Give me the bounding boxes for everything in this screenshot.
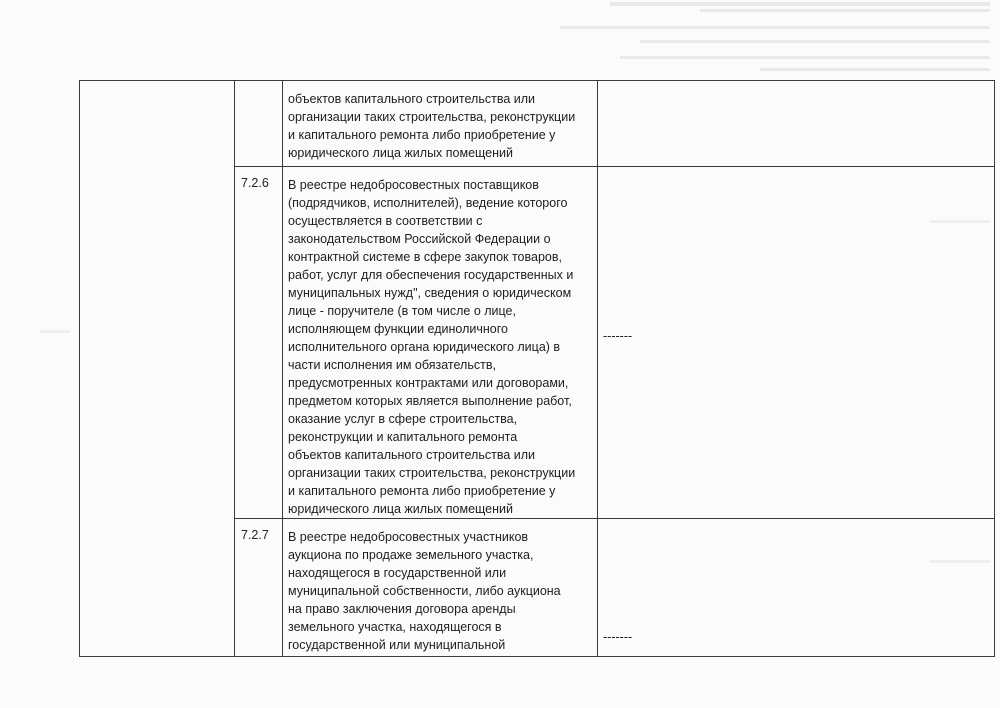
- text-line: находящегося в государственной или: [288, 566, 507, 580]
- text-line: В реестре недобросовестных участников: [288, 530, 529, 544]
- text-line: муниципальных нужд", сведения о юридическом: [288, 286, 572, 300]
- row-value: [598, 519, 995, 657]
- row-text: [283, 81, 598, 167]
- row-number: [235, 81, 283, 167]
- text-line: объектов капитального строительства или: [288, 448, 536, 462]
- text-line: организации таких строительства, реконструкции: [288, 110, 576, 124]
- text-line: части исполнения им обязательств,: [288, 358, 496, 372]
- text-line: лице - поручителе (в том числе о лице,: [288, 304, 516, 318]
- text-line: предметом которых является выполнение работ,: [288, 394, 572, 408]
- row-text: [283, 167, 598, 519]
- row-value: [598, 81, 995, 167]
- text-line: контрактной системе в сфере закупок товаров,: [288, 250, 562, 264]
- text-line: исполнительного органа юридического лица) в: [288, 340, 561, 354]
- value-text: -------: [603, 630, 633, 644]
- text-line: осуществляется в соответствии с: [288, 214, 483, 228]
- text-line: исполняющем функции единоличного: [288, 322, 508, 336]
- row-number: 7.2.7: [235, 519, 283, 657]
- text-line: земельного участка, находящегося в: [288, 620, 502, 634]
- text-line: предусмотренных контрактами или договорами,: [288, 376, 569, 390]
- text-line: работ, услуг для обеспечения государственных и: [288, 268, 574, 282]
- text-line: (подрядчиков, исполнителей), ведение которого: [288, 196, 568, 210]
- text-line: реконструкции и капитального ремонта: [288, 430, 518, 444]
- text-line: законодательством Российской Федерации о: [288, 232, 551, 246]
- text-line: муниципальной собственности, либо аукциона: [288, 584, 561, 598]
- text-line: государственной или муниципальной: [288, 638, 506, 652]
- text-line: юридического лица жилых помещений: [288, 146, 514, 160]
- merged-left-cell: [80, 81, 235, 657]
- text-line: на право заключения договора аренды: [288, 602, 516, 616]
- text-line: оказание услуг в сфере строительства,: [288, 412, 518, 426]
- text-line: аукциона по продаже земельного участка,: [288, 548, 534, 562]
- text-line: и капитального ремонта либо приобретение у: [288, 128, 556, 142]
- text-line: юридического лица жилых помещений: [288, 502, 514, 516]
- text-line: В реестре недобросовестных поставщиков: [288, 178, 539, 192]
- registry-table: [79, 80, 995, 657]
- table-row: [80, 81, 995, 167]
- row-text: [283, 519, 598, 657]
- text-line: организации таких строительства, реконструкции: [288, 466, 576, 480]
- value-text: -------: [603, 329, 633, 343]
- row-value: [598, 167, 995, 519]
- text-line: и капитального ремонта либо приобретение у: [288, 484, 556, 498]
- row-number: 7.2.6: [235, 167, 283, 519]
- text-line: объектов капитального строительства или: [288, 92, 536, 106]
